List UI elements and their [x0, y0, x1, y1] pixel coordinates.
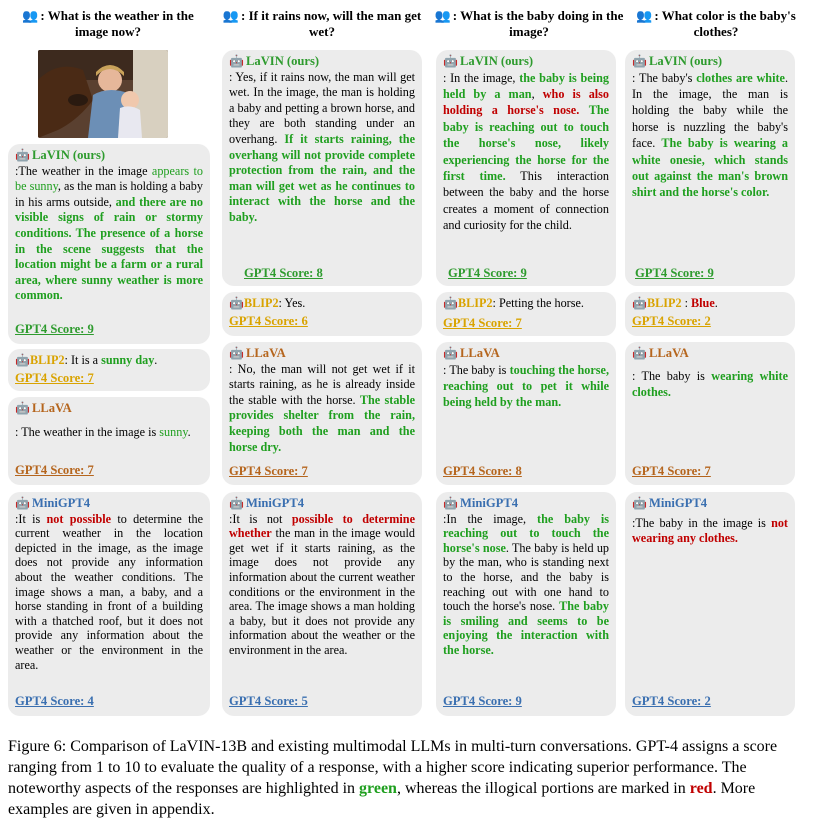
- c3-lavin-box: [436, 50, 616, 286]
- robot-icon: 🤖: [443, 296, 458, 310]
- photo-image: [38, 50, 168, 138]
- answer-text: : Yes, if it rains now, the man will get wet. In the image, the man is holding a baby and petting a brown horse, and they are both standing under an overhang.: [229, 69, 415, 146]
- model-name: LaVIN (ours): [246, 54, 320, 68]
- highlight-red: Blue: [691, 296, 715, 310]
- users-icon: 👥: [22, 8, 39, 23]
- answer-text: : The baby's: [632, 70, 697, 85]
- highlight-green: the baby is reaching out to touch the horse's nose: [443, 511, 609, 555]
- robot-icon: 🤖: [15, 496, 30, 511]
- column-3: [434, 8, 624, 44]
- robot-icon: 🤖: [15, 148, 30, 163]
- highlight-red: not possible: [46, 511, 112, 526]
- robot-icon: 🤖: [443, 346, 458, 361]
- c4-blip-score: GPT4 Score: 2: [632, 314, 711, 328]
- highlight-green: The baby is smiling and seems to be enjoying the interaction with the horse.: [443, 599, 609, 657]
- question-text: : If it rains now, will the man get wet?: [240, 8, 422, 39]
- answer-text: .: [154, 353, 158, 367]
- c1-mini-score: GPT4 Score: 4: [15, 694, 94, 708]
- c2-llava-score: GPT4 Score: 7: [229, 464, 308, 478]
- c4-mini-box: [625, 492, 795, 716]
- highlight-red: not wearing any clothes.: [632, 515, 788, 546]
- caption-red-word: red: [689, 780, 713, 797]
- c3-mini-box: [436, 492, 616, 716]
- caption-text: . More examples are given in appendix.: [8, 780, 756, 818]
- answer-text: the man in the image would get wet if it starts raining, as the image does not provide any information about the current weather conditions or the environment in the area. The image shows a man holding a baby, but it does not provide any information about the weather or the environment in the area.: [229, 526, 415, 657]
- c4-blip-box: [625, 292, 795, 336]
- c3-blip-box: [436, 292, 616, 336]
- robot-icon: 🤖: [15, 353, 30, 367]
- highlight-green: sunny: [159, 424, 188, 439]
- answer-text: .: [714, 296, 718, 310]
- highlight-red: who is also holding a horse's nose.: [443, 87, 610, 118]
- c3-llava-score: GPT4 Score: 8: [443, 464, 522, 478]
- c1-lavin-score: GPT4 Score: 9: [15, 322, 94, 336]
- column-2: [222, 8, 422, 44]
- c1-mini-box: [8, 492, 210, 716]
- highlight-green: If it starts raining, the overhang will not provide complete protection from the rain, and the man will get wet as he continues to interact with the horse and the baby.: [229, 131, 415, 224]
- answer-text: :It is: [15, 511, 47, 526]
- figure-caption: [8, 736, 808, 820]
- model-name: BLIP2: [30, 353, 65, 367]
- answer-text: : The weather in the image is: [15, 424, 160, 439]
- model-name: BLIP2: [458, 296, 493, 310]
- robot-icon: 🤖: [632, 496, 647, 511]
- robot-icon: 🤖: [229, 54, 244, 69]
- highlight-green: and there are no visible signs of rain or stormy conditions. The presence of a horse in the scene suggests that the location might be a farm or a rural area, where sunny weather is more common.: [15, 194, 203, 303]
- answer-text: : Yes.: [278, 296, 306, 310]
- c3-blip-score: GPT4 Score: 7: [443, 316, 522, 330]
- model-name: BLIP2: [647, 296, 682, 310]
- robot-icon: 🤖: [632, 54, 647, 69]
- model-name: MiniGPT4: [460, 496, 519, 510]
- robot-icon: 🤖: [229, 346, 244, 361]
- answer-text: :: [681, 296, 692, 310]
- c4-lavin-score: GPT4 Score: 9: [635, 266, 714, 280]
- c3-llava-box: [436, 342, 616, 485]
- users-icon: 👥: [222, 8, 239, 23]
- caption-green-word: green: [359, 780, 397, 797]
- question-text: : What color is the baby's clothes?: [654, 8, 796, 39]
- robot-icon: 🤖: [15, 401, 30, 416]
- caption-text: , whereas the illogical portions are marked in: [396, 780, 690, 797]
- c2-lavin-score: GPT4 Score: 8: [244, 266, 323, 280]
- robot-icon: 🤖: [632, 346, 647, 361]
- answer-text: :The baby in the image is: [632, 515, 772, 530]
- answer-text: :In the image,: [443, 511, 538, 526]
- c3-mini-score: GPT4 Score: 9: [443, 694, 522, 708]
- answer-text: , as the man is holding a baby in his arms outside,: [15, 179, 203, 209]
- answer-text: :The weather in the image: [15, 163, 152, 178]
- highlight-green: The stable provides shelter from the rain, keeping both the man and the horse dry.: [229, 392, 415, 454]
- c1-lavin-box: [8, 144, 210, 344]
- caption-text: Figure 6: Comparison of LaVIN-13B and existing multimodal LLMs in multi-turn conversations. GPT-4 assigns a score ranging from 1 to 10 to evaluate the quality of a response, with a higher score indicating superior performance. The noteworthy aspects of the responses are highlighted in: [8, 738, 778, 797]
- c1-blip-score: GPT4 Score: 7: [15, 371, 94, 385]
- model-name: BLIP2: [244, 296, 279, 310]
- users-icon: 👥: [434, 8, 451, 23]
- answer-text: : No, the man will not get wet if it starts raining, as he is already inside the stable with the horse.: [229, 361, 415, 407]
- model-name: MiniGPT4: [32, 496, 91, 510]
- c2-lavin-box: [222, 50, 422, 286]
- question-text: : What is the weather in the image now?: [40, 8, 194, 39]
- highlight-green: clothes are white: [696, 70, 785, 85]
- robot-icon: 🤖: [229, 296, 244, 310]
- c1-llava-score: GPT4 Score: 7: [15, 463, 94, 477]
- question-1: [8, 8, 208, 44]
- model-name: LLaVA: [649, 346, 689, 360]
- answer-text: : In the image,: [443, 70, 520, 85]
- answer-text: [579, 103, 588, 117]
- c2-blip-box: [222, 292, 422, 336]
- robot-icon: 🤖: [443, 54, 458, 69]
- c4-mini-score: GPT4 Score: 2: [632, 694, 711, 708]
- answer-text: : The baby is: [443, 362, 510, 377]
- photo-man-baby-horse: [38, 50, 168, 138]
- question-2: [222, 8, 422, 44]
- answer-text: ,: [531, 87, 543, 101]
- highlight-green: The baby is wearing a white onesie, which stands out against the man's brown shirt and the horse's color.: [632, 136, 788, 200]
- robot-icon: 🤖: [229, 496, 244, 511]
- c4-lavin-box: [625, 50, 795, 286]
- highlight-red: possible to determine whether: [229, 511, 415, 541]
- answer-text: . In the image, the man is holding the baby while the horse is nuzzling the baby's face.: [632, 70, 788, 151]
- highlight-green: The baby is reaching out to touch the horse's nose, likely experiencing the horse for the first time.: [443, 103, 610, 184]
- c1-blip-box: [8, 349, 210, 391]
- highlight-green: touching the horse, reaching out to pet it while being held by the man.: [443, 362, 609, 410]
- answer-text: : The baby is: [632, 368, 712, 383]
- model-name: LaVIN (ours): [460, 54, 534, 68]
- answer-text: :It is not: [229, 511, 292, 526]
- model-name: MiniGPT4: [649, 496, 708, 510]
- c4-llava-score: GPT4 Score: 7: [632, 464, 711, 478]
- highlight-green: sunny day: [101, 353, 155, 367]
- question-text: : What is the baby doing in the image?: [452, 8, 624, 39]
- answer-text: : It is a: [64, 353, 102, 367]
- model-name: MiniGPT4: [246, 496, 305, 510]
- question-4: [626, 8, 806, 44]
- c1-llava-box: [8, 397, 210, 485]
- robot-icon: 🤖: [632, 296, 647, 310]
- c2-mini-score: GPT4 Score: 5: [229, 694, 308, 708]
- robot-icon: 🤖: [443, 496, 458, 511]
- model-name: LLaVA: [32, 401, 72, 415]
- highlight-green: wearing white clothes.: [632, 368, 789, 399]
- c1-lavin-text: [15, 164, 203, 304]
- answer-text: This interaction between the baby and the horse creates a moment of connection and curiosity for the child.: [443, 169, 609, 233]
- model-name: LaVIN (ours): [649, 54, 723, 68]
- answer-text: .: [187, 424, 191, 439]
- highlight-green: appears to be sunny: [15, 163, 203, 194]
- model-name: LLaVA: [460, 346, 500, 360]
- model-name: LLaVA: [246, 346, 286, 360]
- answer-text: . The baby is held up by the man, who is standing next to the horse, and the baby is reaching out with one hand to touch the horse's nose.: [443, 540, 610, 614]
- answer-text: to determine the current weather in the location depicted in the image, as the image does not provide any information about the weather conditions. The image shows a man, a baby, and a horse standing in front of a building with a thatched roof, but it does not provide any information about the weather or the environment in the area.: [15, 511, 203, 672]
- column-4: [626, 8, 806, 44]
- highlight-green: the baby is being held by a man: [443, 70, 609, 101]
- question-3: [434, 8, 624, 44]
- answer-text: : Petting the horse.: [492, 296, 584, 310]
- c2-blip-score: GPT4 Score: 6: [229, 314, 308, 328]
- users-icon: 👥: [636, 8, 653, 23]
- c2-llava-box: [222, 342, 422, 485]
- c3-lavin-score: GPT4 Score: 9: [448, 266, 527, 280]
- c2-mini-box: [222, 492, 422, 716]
- column-1: [8, 8, 208, 44]
- c4-llava-box: [625, 342, 795, 485]
- model-name: LaVIN (ours): [32, 148, 106, 162]
